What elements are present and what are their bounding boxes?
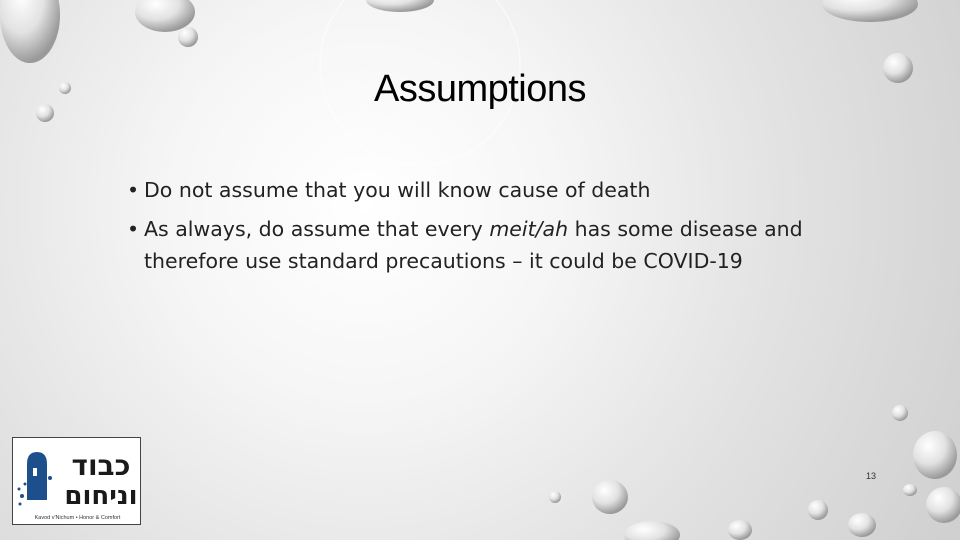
- bullet-text-continued: therefore use standard precautions – it could be COVID-19: [144, 249, 743, 273]
- bullet-list: [127, 180, 887, 290]
- logo-graphic: [13, 438, 140, 524]
- organization-logo: [12, 437, 141, 525]
- logo-hebrew-bottom: וניחום: [64, 481, 138, 511]
- logo-tagline: Kavod v'Nichum • Honor & Comfort: [34, 515, 121, 521]
- logo-hebrew-top: כבוד: [71, 449, 131, 482]
- bullet-text-italic: meit/ah: [489, 216, 569, 241]
- bullet-item: [127, 180, 887, 201]
- slide-title: Assumptions: [373, 68, 587, 110]
- bullet-symbol: •: [127, 216, 140, 241]
- bullet-text: Do not assume that you will know cause of death: [144, 178, 651, 202]
- page-number: 13: [866, 471, 877, 481]
- bullet-symbol: •: [127, 178, 140, 202]
- bullet-text-end: has some disease and: [568, 216, 803, 241]
- bullet-item: [127, 216, 887, 273]
- bullet-text-start: As always, do assume that every: [144, 216, 490, 241]
